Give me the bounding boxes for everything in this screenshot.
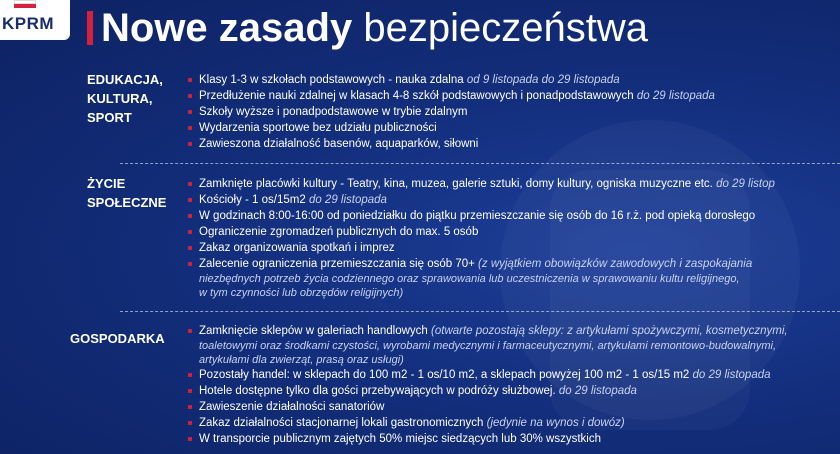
item-list [187, 323, 840, 447]
category-label: GOSPODARKA [70, 331, 165, 346]
item-continuation: niezbędnych potrzeb życia codziennego oraz sprawowania lub uczestniczenia w sprawowaniu kultu religijnego, [199, 273, 740, 285]
list-item: Zakaz organizowania spotkań i imprez [187, 240, 840, 256]
section-divider [120, 163, 840, 164]
list-item: Klasy 1-3 w szkołach podstawowych - nauka zdalna od 9 listopada do 29 listopada [187, 72, 840, 88]
category-label: EDUKACJA, KULTURA, SPORT [87, 72, 163, 125]
list-item: Zawieszona działalność basenów, aquaparków, siłowni [187, 136, 840, 152]
section-divider [120, 311, 840, 312]
item-continuation: w tym czynności lub obrzędów religijnych) [199, 287, 404, 299]
list-item: Wydarzenia sportowe bez udziału publiczności [187, 120, 840, 136]
item-list [187, 72, 840, 152]
item-list [187, 176, 840, 300]
polish-flag-icon [14, 0, 36, 8]
list-item: Kościoły - 1 os/15m2 do 29 listopada [187, 192, 840, 208]
title-light: bezpieczeństwa [363, 6, 648, 50]
list-item: Szkoły wyższe i ponadpodstawowe w trybie zdalnym [187, 104, 840, 120]
list-item: Pozostały handel: w sklepach do 100 m2 - 1 os/10 m2, a sklepach powyżej 100 m2 - 1 os/15 m2 do 29 listopada [187, 367, 840, 383]
list-item: Przedłużenie nauki zdalnej w klasach 4-8 szkół podstawowych i ponadpodstawowych do 29 listopada [187, 88, 840, 104]
list-item: Zakaz działalności stacjonarnej lokali gastronomicznych (jedynie na wynos i dowóz) [187, 415, 840, 431]
item-continuation: artykułami dla zwierząt, prasą oraz usługi) [199, 354, 404, 366]
list-item: W godzinach 8:00-16:00 od poniedziałku do piątku przemieszczanie się osób do 16 r.ż. pod opieką dorosłego [187, 208, 840, 224]
item-continuation: toaletowymi oraz środkami czystości, wyrobami medycznymi i farmaceutycznymi, artykułami remontowo-budowalnymi, [199, 340, 777, 352]
page-title [101, 4, 648, 52]
list-item: Ograniczenie zgromadzeń publicznych do max. 5 osób [187, 224, 840, 240]
list-item: W transporcie publicznym zajętych 50% miejsc siedzących lub 30% wszystkich [187, 431, 840, 447]
list-item: Zawieszenie działalności sanatoriów [187, 399, 840, 415]
title-accent-bar [87, 11, 93, 45]
list-item: Hotele dostępne tylko dla gości przebywających w podróży służbowej. do 29 listopada [187, 383, 840, 399]
logo-text: KPRM [2, 14, 55, 33]
list-item: Zalecenie ograniczenia przemieszczania się osób 70+ (z wyjątkiem obowiązków zawodowych i zaspokajania niezbędnych potrzeb życia codziennego oraz sprawowania lub uczestniczenia w sprawowaniu kultu religijnego, w tym czynności lub obrzędów religijnych) [187, 256, 840, 300]
list-item: Zamknięte placówki kultury - Teatry, kina, muzea, galerie sztuki, domy kultury, ogniska muzyczne etc. do 29 listop [187, 176, 840, 192]
category-label: ŻYCIE SPOŁECZNE [87, 176, 167, 210]
list-item: Zamknięcie sklepów w galeriach handlowych (otwarte pozostają sklepy: z artykułami spożywczymi, kosmetycznymi, toaletowymi oraz środkami czystości, wyrobami medycznymi i farmaceutycznymi, artykułami remontowo-budowalnymi, artykułami dla zwierząt, prasą oraz usługi) [187, 323, 840, 367]
kprm-logo [0, 0, 70, 40]
title-bold: Nowe zasady [101, 6, 353, 50]
